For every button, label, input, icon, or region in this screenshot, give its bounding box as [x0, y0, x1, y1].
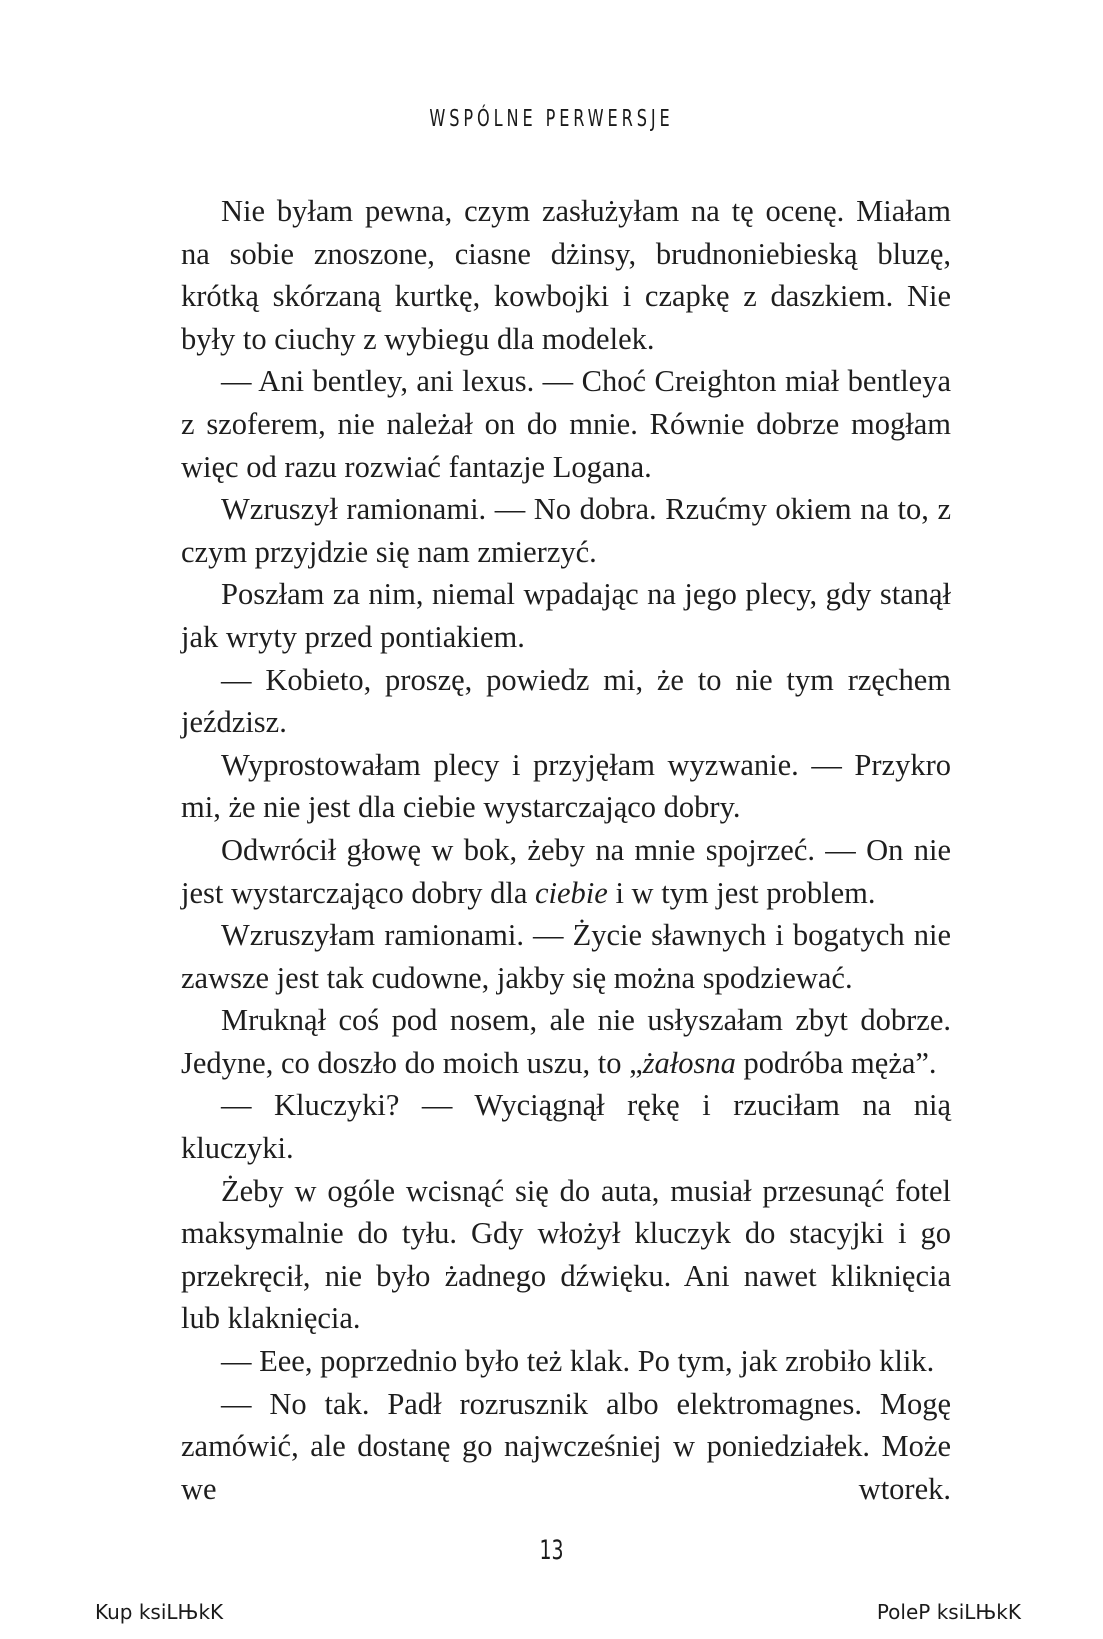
paragraph: Wzruszył ramionami. — No dobra. Rzućmy okiem na to, z czym przyjdzie się nam zmierzyć.	[181, 492, 951, 569]
buy-book-link[interactable]: Kup ksiLЊkK	[95, 1600, 224, 1624]
body-text	[181, 190, 951, 1510]
paragraph: Odwrócił głowę w bok, żeby na mnie spojrzeć. — On nie jest wystarczająco dobry dla ciebie i w tym jest problem.	[181, 832, 951, 910]
paragraph: — Kluczyki? — Wyciągnął rękę i rzuciłam na nią kluczyki.	[181, 1088, 951, 1166]
paragraph: Żeby w ogóle wcisnąć się do auta, musiał przesunąć fotel maksymalnie do tyłu. Gdy włożył kluczyk do stacyjki i go przekręcił, nie było żadnego dźwięku. Ani nawet kliknięcia lub klaknięcia.	[181, 1173, 951, 1336]
paragraph: — No tak. Padł rozrusznik albo elektromagnes. Mogę zamówić, ale dostanę go najwcześniej w poniedziałek. Może we wtorek.	[181, 1386, 951, 1506]
page-number: 13	[539, 1535, 564, 1566]
emphasis: ciebie	[535, 875, 608, 910]
paragraph: Wyprostowałam plecy i przyjęłam wyzwanie. — Przykro mi, że nie jest dla ciebie wystarczająco dobry.	[181, 747, 951, 825]
paragraph: — Ani bentley, ani lexus. — Choć Creighton miał bentleya z szoferem, nie należał on do mnie. Równie dobrze mogłam więc od razu rozwiać fantazje Logana.	[181, 364, 951, 484]
paragraph: — Eee, poprzednio było też klak. Po tym, jak zrobiło klik.	[221, 1344, 935, 1379]
paragraph: — Kobieto, proszę, powiedz mi, że to nie tym rzęchem jeździsz.	[181, 662, 951, 740]
paragraph: Nie byłam pewna, czym zasłużyłam na tę ocenę. Miałam na sobie znoszone, ciasne dżinsy, brudnoniebieską bluzę, krótką skórzaną kurtkę, kowbojki i czapkę z daszkiem. Nie były to ciuchy z wybiegu dla modelek.	[181, 194, 951, 356]
paragraph: Wzruszyłam ramionami. — Życie sławnych i bogatych nie zawsze jest tak cudowne, jakby się można spodziewać.	[181, 918, 951, 995]
recommend-book-link[interactable]: PoleP ksiLЊkK	[876, 1600, 1021, 1624]
emphasis: żałosna	[642, 1045, 736, 1080]
paragraph: Poszłam za nim, niemal wpadając na jego plecy, gdy stanął jak wryty przed pontiakiem.	[181, 577, 951, 654]
running-header: WSPÓLNE PERWERSJE	[429, 106, 674, 132]
paragraph: Mruknął coś pod nosem, ale nie usłyszałam zbyt dobrze. Jedyne, co doszło do moich uszu, to „żałosna podróba męża”.	[181, 1003, 951, 1080]
